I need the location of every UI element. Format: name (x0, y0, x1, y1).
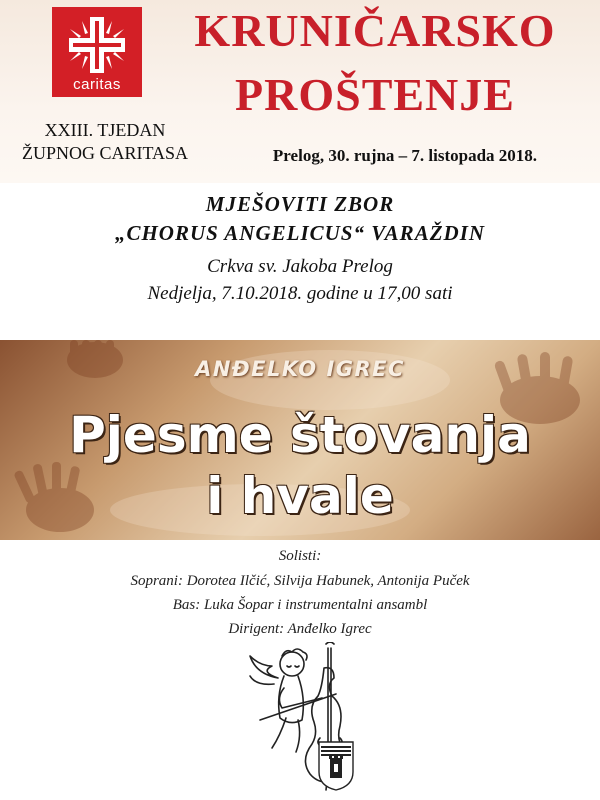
event-title-line1: KRUNIČARSKO (194, 5, 556, 56)
composer-name: ANĐELKO IGREC (195, 357, 405, 381)
choir-type: MJEŠOVITI ZBOR (205, 192, 395, 216)
logo-wordmark: caritas (73, 76, 121, 93)
concert-venue: Crkva sv. Jakoba Prelog (207, 256, 393, 277)
week-label-line2: ŽUPNOG CARITASA (21, 143, 189, 163)
bass-and-ensemble: Bas: Luka Šopar i instrumentalni ansambl (172, 597, 428, 613)
conductor: Dirigent: Anđelko Igrec (228, 621, 372, 637)
work-title-line1: Pjesme štovanja (69, 406, 531, 464)
soloists-heading: Solisti: (278, 548, 322, 564)
coat-of-arms-icon (317, 740, 355, 792)
soprano-list: Soprani: Dorotea Ilčić, Silvija Habunek, Antonija Puček (130, 573, 470, 589)
poster-header (0, 0, 600, 183)
caritas-logo (52, 7, 142, 97)
choir-name: „CHORUS ANGELICUS“ VARAŽDIN (114, 221, 486, 245)
week-label-line1: XXIII. TJEDAN (44, 120, 166, 140)
concert-datetime: Nedjelja, 7.10.2018. godine u 17,00 sati (147, 283, 453, 304)
event-dates: Prelog, 30. rujna – 7. listopada 2018. (272, 146, 538, 165)
event-title-line2: PROŠTENJE (235, 69, 515, 120)
work-title-line2: i hvale (206, 467, 394, 525)
